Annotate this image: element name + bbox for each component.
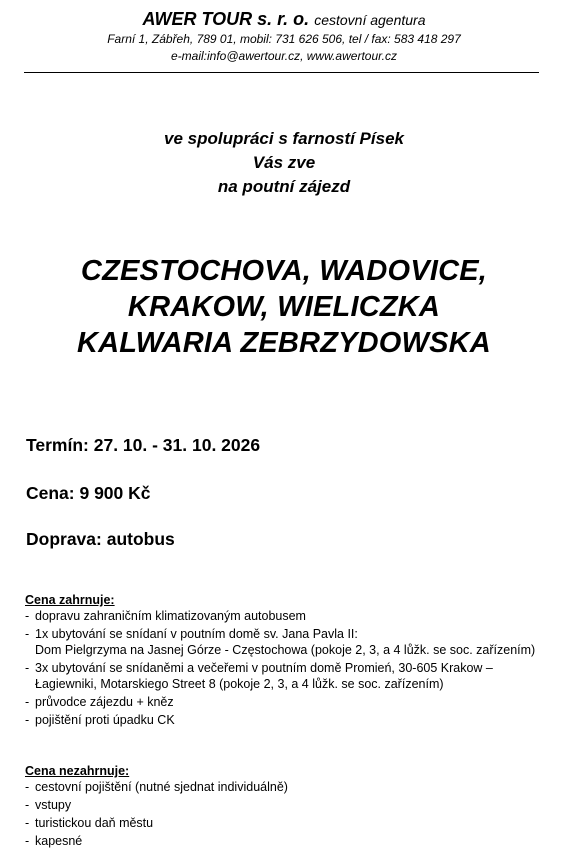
list-item-text: 3x ubytování se snídaněmi a večeřemi v poutním domě Promień, 30-605 Krakow – Łagiewniki, Motarskiego Street 8 (pokoje 2, 3, a 4 lůžk. se soc. zařízením) xyxy=(35,661,493,691)
company-tagline: cestovní agentura xyxy=(314,12,426,28)
trip-term: Termín: 27. 10. - 31. 10. 2026 xyxy=(26,435,261,455)
list-marker: - xyxy=(25,834,30,848)
list-item xyxy=(25,833,545,849)
price-includes-list xyxy=(25,608,545,728)
list-item xyxy=(25,694,545,710)
trip-price: Cena: 9 900 Kč xyxy=(26,483,151,503)
trip-title xyxy=(0,253,568,361)
list-marker: - xyxy=(25,695,30,709)
trip-title-line-2: KRAKOW, WIELICZKA xyxy=(127,291,441,323)
list-marker: - xyxy=(25,816,30,830)
price-includes-section xyxy=(25,592,545,730)
price-includes-heading: Cena zahrnuje: xyxy=(25,593,115,607)
list-marker: - xyxy=(25,661,30,675)
letterhead-title-line xyxy=(0,8,568,31)
list-item xyxy=(25,608,545,624)
trip-title-line-1: CZESTOCHOVA, WADOVICE, xyxy=(80,255,488,287)
invitation-line-2: Vás zve xyxy=(252,153,316,172)
list-item-text: cestovní pojištění (nutné sjednat individuálně) xyxy=(35,780,288,794)
letterhead xyxy=(0,8,568,65)
price-excludes-heading: Cena nezahrnuje: xyxy=(25,764,130,778)
list-marker: - xyxy=(25,713,30,727)
list-marker: - xyxy=(25,780,30,794)
list-marker: - xyxy=(25,627,30,641)
invitation-block xyxy=(0,127,568,199)
list-item-text: kapesné xyxy=(35,834,83,848)
list-marker: - xyxy=(25,798,30,812)
invitation-line-1: ve spolupráci s farností Písek xyxy=(164,129,404,148)
list-item-text: dopravu zahraničním klimatizovaným autobusem xyxy=(35,609,306,623)
list-marker: - xyxy=(25,609,30,623)
trip-title-line-3: KALWARIA ZEBRZYDOWSKA xyxy=(77,327,491,359)
list-item xyxy=(25,797,545,813)
list-item xyxy=(25,779,545,795)
list-item-text: pojištění proti úpadku CK xyxy=(35,713,175,727)
list-item-text: průvodce zájezdu + kněz xyxy=(35,695,174,709)
company-name: AWER TOUR s. r. o. xyxy=(142,9,310,29)
company-address: Farní 1, Zábřeh, 789 01, mobil: 731 626 506, tel / fax: 583 418 297 xyxy=(107,32,461,46)
price-excludes-section xyxy=(25,763,545,851)
list-item-text: vstupy xyxy=(35,798,72,812)
list-item xyxy=(25,815,545,831)
list-item-text: 1x ubytování se snídaní v poutním domě sv. Jana Pavla II: Dom Pielgrzyma na Jasnej Górze - Częstochowa (pokoje 2, 3, a 4 lůžk. se soc. zařízením) xyxy=(35,627,536,657)
list-item xyxy=(25,626,545,658)
list-item-text: turistickou daň městu xyxy=(35,816,154,830)
list-item xyxy=(25,660,545,692)
company-contact: e-mail:info@awertour.cz, www.awertour.cz xyxy=(170,49,398,63)
price-excludes-list xyxy=(25,779,545,849)
trip-transport: Doprava: autobus xyxy=(26,529,175,549)
header-divider xyxy=(24,72,539,73)
list-item xyxy=(25,712,545,728)
invitation-line-3: na poutní zájezd xyxy=(217,177,351,196)
